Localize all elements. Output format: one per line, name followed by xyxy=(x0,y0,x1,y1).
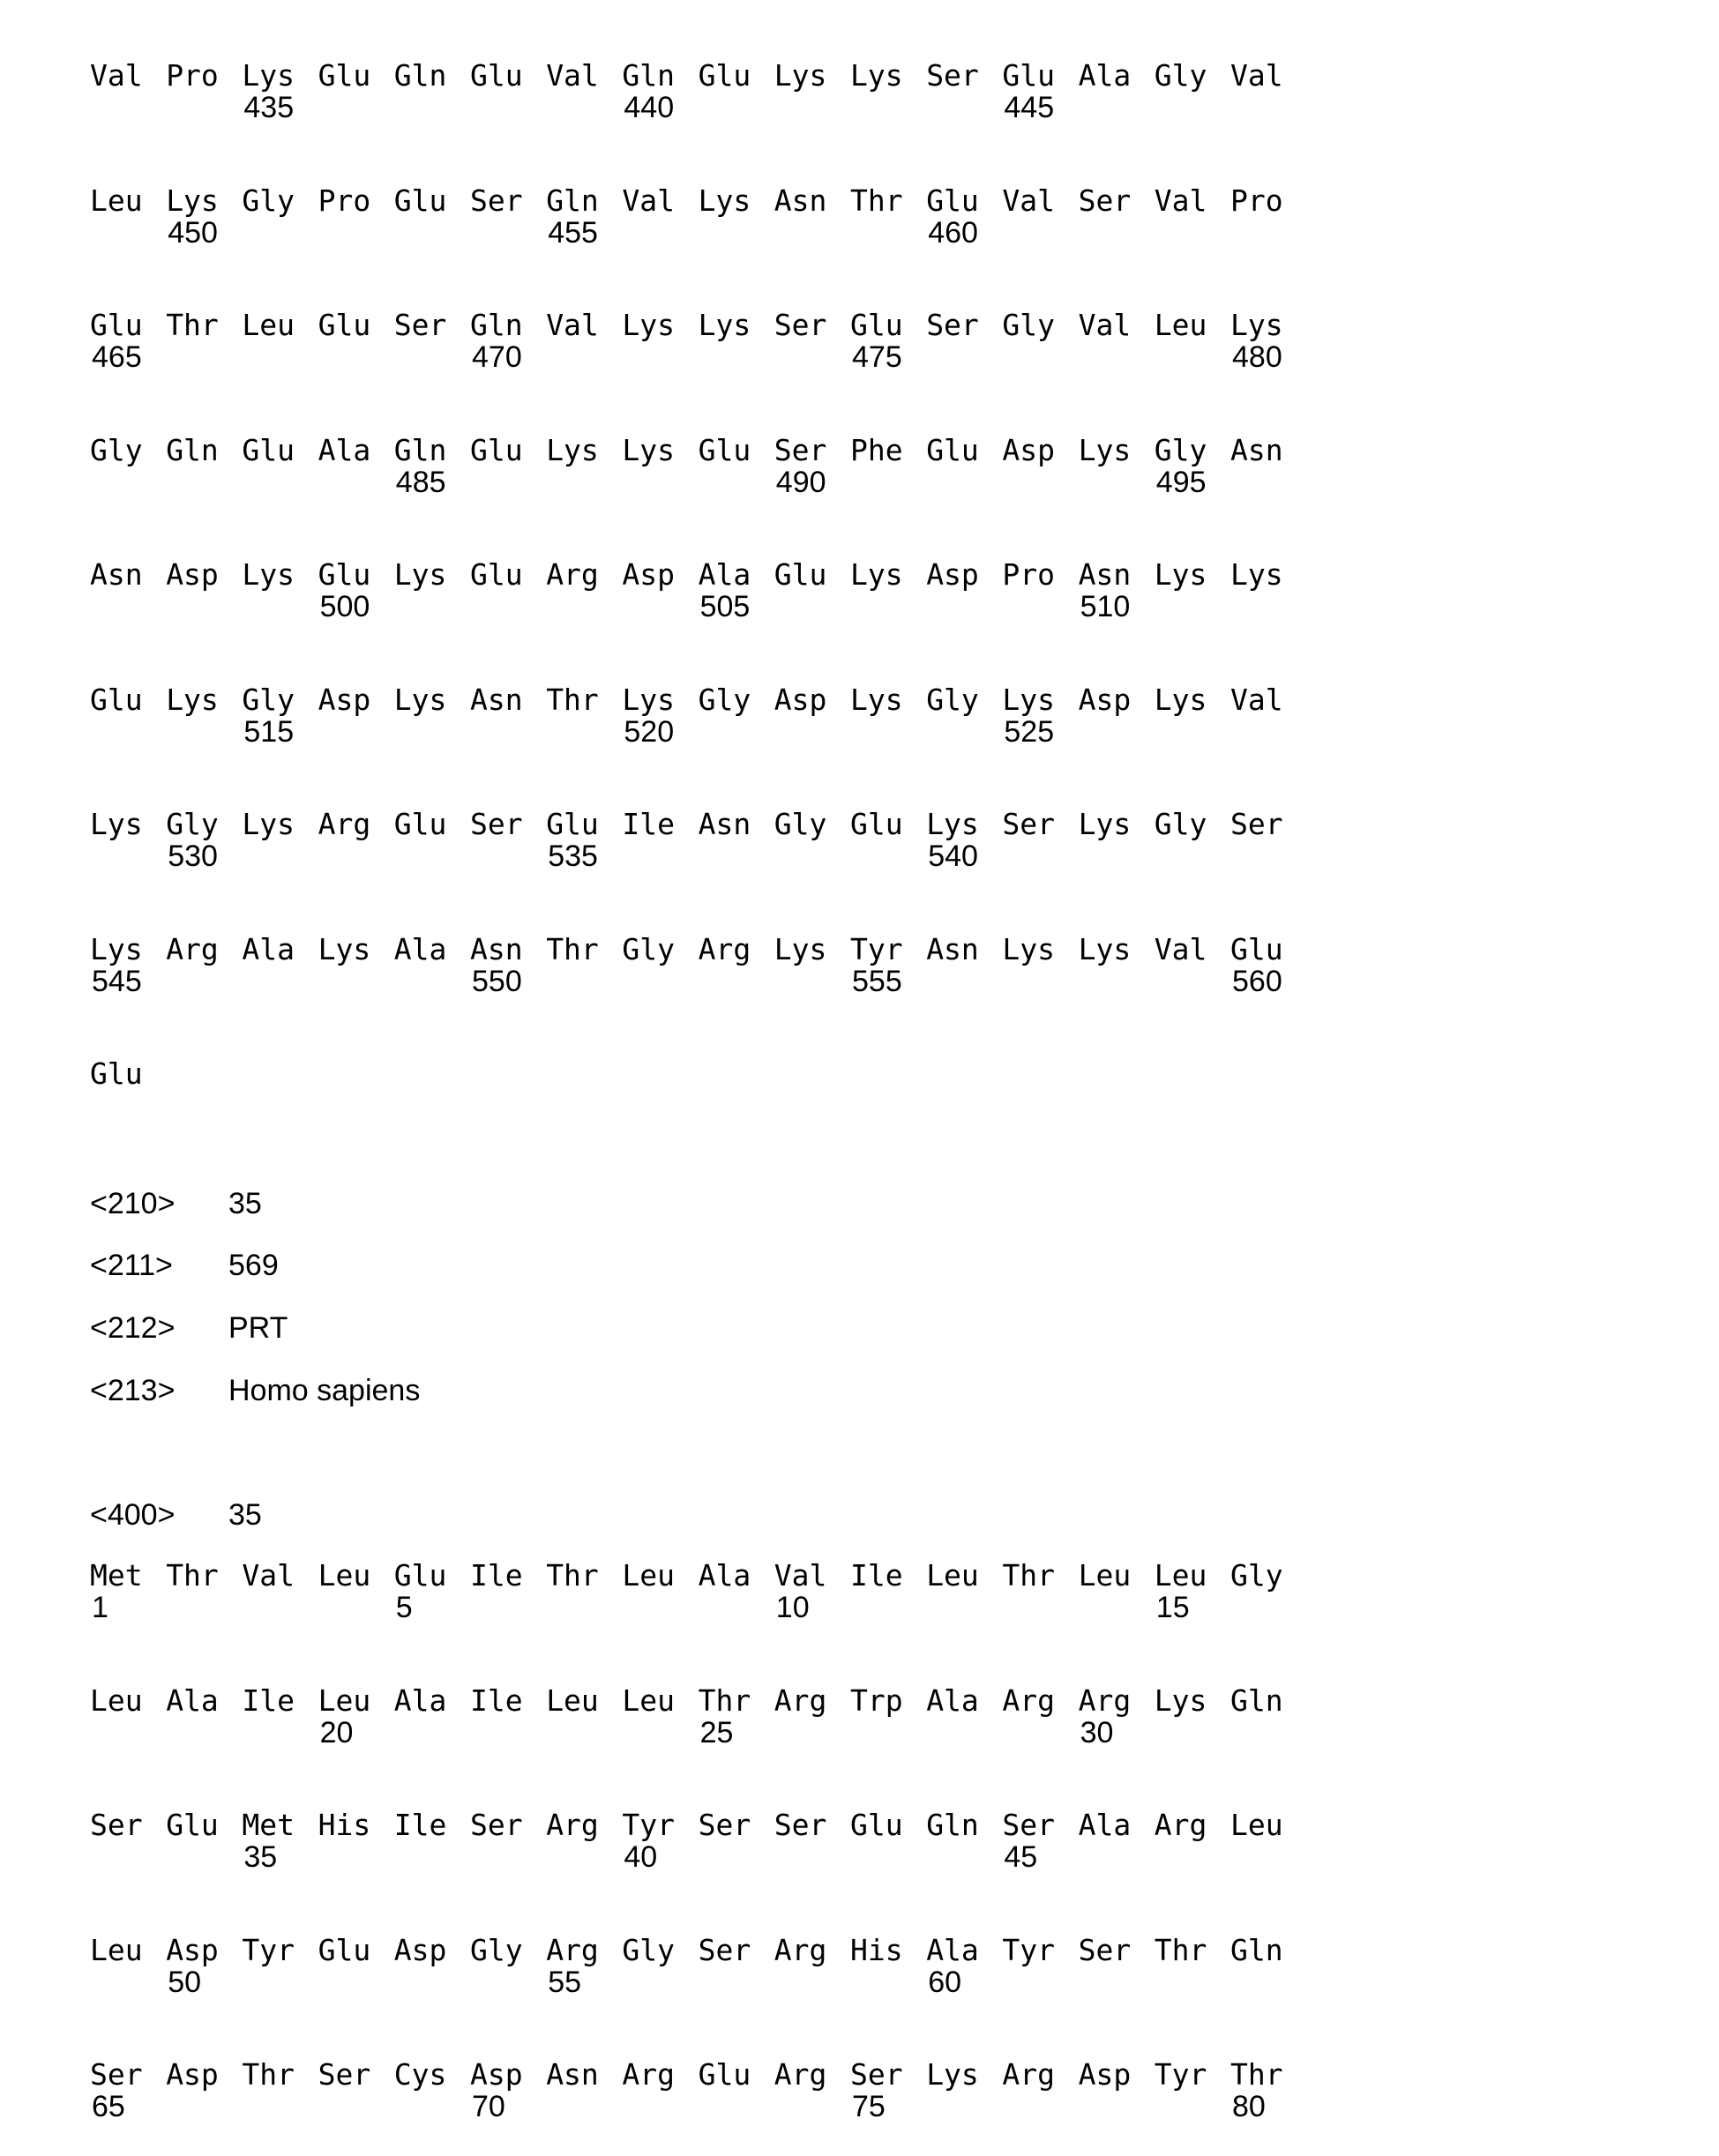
residue: His xyxy=(318,1809,371,1841)
residue: Ser xyxy=(774,310,827,341)
residue: Met xyxy=(90,1560,143,1592)
residue: Ala xyxy=(699,1560,751,1592)
residue: Lys xyxy=(166,684,219,716)
residue: Tyr xyxy=(242,1935,295,1966)
residue: Ser xyxy=(1230,809,1283,840)
residue: Glu xyxy=(470,435,523,466)
residue: Thr xyxy=(1002,1560,1055,1592)
residue: Gly xyxy=(470,1935,523,1966)
residue: Glu xyxy=(774,559,827,591)
residue-number: 510 xyxy=(1080,591,1131,623)
residue: Glu xyxy=(850,1809,903,1841)
residue: Gln xyxy=(546,185,599,217)
residue: Asp xyxy=(622,559,675,591)
residue: Lys xyxy=(1155,559,1207,591)
residue: Glu xyxy=(1002,60,1055,92)
residue: Ile xyxy=(394,1809,447,1841)
residue: Lys xyxy=(1079,934,1132,966)
residue: Lys xyxy=(699,185,751,217)
residue: Pro xyxy=(166,60,219,92)
residue: Tyr xyxy=(850,934,903,966)
header-tag: <213> xyxy=(90,1375,175,1406)
residue: Gln xyxy=(1230,1685,1283,1717)
residue: Glu xyxy=(699,2059,751,2091)
residue: Arg xyxy=(699,934,751,966)
residue-number: 65 xyxy=(92,2091,125,2122)
residue: Arg xyxy=(774,1685,827,1717)
residue: Lys xyxy=(394,684,447,716)
residue: Glu xyxy=(470,60,523,92)
residue: Val xyxy=(1230,60,1283,92)
header-value: 35 xyxy=(228,1188,262,1220)
residue: Val xyxy=(1002,185,1055,217)
residue: Arg xyxy=(774,2059,827,2091)
residue: Asn xyxy=(774,185,827,217)
residue-number: 460 xyxy=(928,217,978,249)
residue: Asp xyxy=(774,684,827,716)
residue: Ala xyxy=(318,435,371,466)
residue-number: 40 xyxy=(624,1841,657,1873)
residue: Thr xyxy=(1155,1935,1207,1966)
residue-number: 75 xyxy=(852,2091,886,2122)
residue: Lys xyxy=(166,185,219,217)
residue: Glu xyxy=(850,310,903,341)
residue: Glu xyxy=(470,559,523,591)
residue-number: 475 xyxy=(852,341,902,373)
residue: Leu xyxy=(90,1685,143,1717)
residue: Lys xyxy=(1002,684,1055,716)
residue: Lys xyxy=(1155,1685,1207,1717)
residue: Ser xyxy=(394,310,447,341)
residue: Ser xyxy=(1002,809,1055,840)
residue: Asn xyxy=(546,2059,599,2091)
residue: Ala xyxy=(1079,1809,1132,1841)
residue: Gly xyxy=(1230,1560,1283,1592)
residue-number: 555 xyxy=(852,966,902,997)
residue: Ser xyxy=(90,2059,143,2091)
residue: Leu xyxy=(926,1560,979,1592)
residue-number: 525 xyxy=(1004,716,1054,748)
residue: Gly xyxy=(1155,435,1207,466)
residue: Val xyxy=(774,1560,827,1592)
residue-number: 470 xyxy=(472,341,522,373)
residue: Glu xyxy=(394,809,447,840)
residue: Lys xyxy=(774,60,827,92)
residue: Glu xyxy=(166,1809,219,1841)
residue: Arg xyxy=(166,934,219,966)
residue: Lys xyxy=(1155,684,1207,716)
residue-number: 480 xyxy=(1232,341,1282,373)
residue: Lys xyxy=(90,934,143,966)
residue: Asn xyxy=(1230,435,1283,466)
residue: Ser xyxy=(699,1809,751,1841)
residue: Arg xyxy=(1002,2059,1055,2091)
residue: Asp xyxy=(1002,435,1055,466)
residue: Gly xyxy=(166,809,219,840)
residue: Glu xyxy=(90,1058,143,1090)
residue-number: 450 xyxy=(168,217,218,249)
residue: Val xyxy=(622,185,675,217)
residue: Pro xyxy=(1002,559,1055,591)
residue: Gly xyxy=(1002,310,1055,341)
residue-number: 520 xyxy=(624,716,674,748)
residue: Trp xyxy=(850,1685,903,1717)
residue: Gly xyxy=(622,1935,675,1966)
residue: Leu xyxy=(622,1685,675,1717)
residue: Ala xyxy=(394,934,447,966)
residue-number: 550 xyxy=(472,966,522,997)
residue: Lys xyxy=(622,435,675,466)
residue: Val xyxy=(546,310,599,341)
header-tag: <212> xyxy=(90,1312,175,1344)
header-value: Homo sapiens xyxy=(228,1375,420,1406)
residue: Glu xyxy=(394,185,447,217)
residue: Glu xyxy=(318,1935,371,1966)
residue: Thr xyxy=(546,934,599,966)
residue-number: 540 xyxy=(928,840,978,872)
residue: Gly xyxy=(242,185,295,217)
residue: Ser xyxy=(470,1809,523,1841)
residue: Leu xyxy=(90,1935,143,1966)
residue-number: 35 xyxy=(243,1841,277,1873)
header-value: 569 xyxy=(228,1250,279,1281)
residue: Met xyxy=(242,1809,295,1841)
residue: Asp xyxy=(318,684,371,716)
residue: Gly xyxy=(622,934,675,966)
residue: Lys xyxy=(242,809,295,840)
residue: Asn xyxy=(470,934,523,966)
residue: Asn xyxy=(926,934,979,966)
residue: Gln xyxy=(394,435,447,466)
residue: Lys xyxy=(1230,559,1283,591)
sequence-id: 35 xyxy=(228,1499,262,1531)
residue: Val xyxy=(1079,310,1132,341)
residue: Thr xyxy=(546,684,599,716)
residue-number: 485 xyxy=(396,466,446,498)
residue: Val xyxy=(546,60,599,92)
residue: Asp xyxy=(166,2059,219,2091)
residue: Lys xyxy=(394,559,447,591)
residue: Thr xyxy=(166,1560,219,1592)
residue-number: 5 xyxy=(396,1592,413,1623)
residue: Ile xyxy=(850,1560,903,1592)
residue: Glu xyxy=(546,809,599,840)
residue: Ser xyxy=(1079,1935,1132,1966)
residue: Arg xyxy=(318,809,371,840)
residue-number: 465 xyxy=(92,341,142,373)
residue: Asp xyxy=(1079,2059,1132,2091)
residue: Arg xyxy=(546,1809,599,1841)
residue: Lys xyxy=(926,2059,979,2091)
residue: Ser xyxy=(850,2059,903,2091)
residue: Arg xyxy=(1079,1685,1132,1717)
residue-number: 560 xyxy=(1232,966,1282,997)
residue: Asn xyxy=(1079,559,1132,591)
residue: Tyr xyxy=(1002,1935,1055,1966)
residue: His xyxy=(850,1935,903,1966)
residue-number: 15 xyxy=(1156,1592,1190,1623)
residue: Ile xyxy=(242,1685,295,1717)
residue-number: 505 xyxy=(700,591,751,623)
residue-number: 70 xyxy=(472,2091,505,2122)
residue: Leu xyxy=(1155,310,1207,341)
residue: Glu xyxy=(850,809,903,840)
residue: Glu xyxy=(1230,934,1283,966)
residue: Glu xyxy=(242,435,295,466)
residue-number: 10 xyxy=(776,1592,810,1623)
residue: Ala xyxy=(166,1685,219,1717)
residue: Glu xyxy=(699,60,751,92)
residue-number: 435 xyxy=(243,92,294,123)
residue: Asn xyxy=(470,684,523,716)
residue: Lys xyxy=(926,809,979,840)
residue: Gln xyxy=(394,60,447,92)
residue: Asp xyxy=(166,559,219,591)
residue: Ser xyxy=(926,310,979,341)
residue: Thr xyxy=(546,1560,599,1592)
residue: Gln xyxy=(622,60,675,92)
residue: Asp xyxy=(1079,684,1132,716)
residue: Ser xyxy=(470,809,523,840)
residue: Gln xyxy=(926,1809,979,1841)
residue: Lys xyxy=(318,934,371,966)
residue: Lys xyxy=(622,310,675,341)
residue: Leu xyxy=(546,1685,599,1717)
residue: Gln xyxy=(470,310,523,341)
residue-number: 515 xyxy=(243,716,294,748)
residue: Ser xyxy=(699,1935,751,1966)
residue: Ser xyxy=(774,435,827,466)
header-tag: <211> xyxy=(90,1250,173,1281)
residue-number: 490 xyxy=(776,466,826,498)
residue-number: 45 xyxy=(1004,1841,1037,1873)
residue: Leu xyxy=(318,1685,371,1717)
residue: Arg xyxy=(1155,1809,1207,1841)
residue: Val xyxy=(1230,684,1283,716)
residue: Lys xyxy=(1230,310,1283,341)
residue: Gln xyxy=(166,435,219,466)
residue: Lys xyxy=(622,684,675,716)
header-value: PRT xyxy=(228,1312,288,1344)
residue: Lys xyxy=(850,684,903,716)
residue: Gly xyxy=(1155,809,1207,840)
residue: Val xyxy=(90,60,143,92)
header-tag: <210> xyxy=(90,1188,175,1220)
residue: Ser xyxy=(318,2059,371,2091)
residue: Leu xyxy=(1230,1809,1283,1841)
residue: Glu xyxy=(318,60,371,92)
residue-number: 530 xyxy=(168,840,218,872)
residue-number: 30 xyxy=(1080,1717,1114,1749)
residue: Gly xyxy=(926,684,979,716)
residue-number: 545 xyxy=(92,966,142,997)
residue: Lys xyxy=(90,809,143,840)
residue: Gly xyxy=(699,684,751,716)
residue: Ile xyxy=(622,809,675,840)
residue: Tyr xyxy=(1155,2059,1207,2091)
residue: Lys xyxy=(850,559,903,591)
residue: Lys xyxy=(242,60,295,92)
residue: Leu xyxy=(1155,1560,1207,1592)
residue: Arg xyxy=(1002,1685,1055,1717)
residue: Ser xyxy=(470,185,523,217)
residue: Asp xyxy=(166,1935,219,1966)
residue: Ile xyxy=(470,1685,523,1717)
residue: Ala xyxy=(394,1685,447,1717)
residue: Asn xyxy=(699,809,751,840)
residue: Glu xyxy=(318,310,371,341)
residue: Asn xyxy=(90,559,143,591)
residue: Ser xyxy=(1079,185,1132,217)
residue: Leu xyxy=(1079,1560,1132,1592)
residue: Lys xyxy=(850,60,903,92)
residue: Thr xyxy=(850,185,903,217)
residue: Leu xyxy=(242,310,295,341)
residue: Val xyxy=(1155,934,1207,966)
residue: Gln xyxy=(1230,1935,1283,1966)
residue: Lys xyxy=(1002,934,1055,966)
residue: Thr xyxy=(1230,2059,1283,2091)
residue: Val xyxy=(242,1560,295,1592)
residue: Asp xyxy=(470,2059,523,2091)
residue: Ser xyxy=(774,1809,827,1841)
residue-number: 500 xyxy=(320,591,370,623)
residue: Ser xyxy=(90,1809,143,1841)
residue-number: 535 xyxy=(548,840,598,872)
residue: Gly xyxy=(90,435,143,466)
residue: Phe xyxy=(850,435,903,466)
residue-number: 495 xyxy=(1156,466,1207,498)
residue: Tyr xyxy=(622,1809,675,1841)
residue: Lys xyxy=(242,559,295,591)
residue: Glu xyxy=(926,185,979,217)
residue: Gly xyxy=(1155,60,1207,92)
residue: Asp xyxy=(394,1935,447,1966)
residue-number: 25 xyxy=(700,1717,734,1749)
residue: Ala xyxy=(242,934,295,966)
residue: Thr xyxy=(699,1685,751,1717)
residue-number: 80 xyxy=(1232,2091,1266,2122)
residue: Leu xyxy=(318,1560,371,1592)
residue: Glu xyxy=(699,435,751,466)
residue-number: 55 xyxy=(548,1966,581,1998)
residue-number: 440 xyxy=(624,92,674,123)
residue: Asp xyxy=(926,559,979,591)
residue-number: 445 xyxy=(1004,92,1054,123)
residue: Thr xyxy=(242,2059,295,2091)
residue: Ala xyxy=(699,559,751,591)
residue-number: 1 xyxy=(92,1592,108,1623)
residue: Lys xyxy=(1079,809,1132,840)
residue-number: 455 xyxy=(548,217,598,249)
residue: Glu xyxy=(90,684,143,716)
residue: Glu xyxy=(318,559,371,591)
sequence-tag: <400> xyxy=(90,1499,175,1531)
residue: Arg xyxy=(546,1935,599,1966)
residue: Lys xyxy=(774,934,827,966)
residue: Pro xyxy=(1230,185,1283,217)
residue: Glu xyxy=(90,310,143,341)
residue: Val xyxy=(1155,185,1207,217)
residue: Lys xyxy=(699,310,751,341)
residue: Arg xyxy=(546,559,599,591)
residue: Ser xyxy=(926,60,979,92)
residue: Lys xyxy=(1079,435,1132,466)
residue-number: 20 xyxy=(320,1717,354,1749)
residue: Arg xyxy=(774,1935,827,1966)
residue: Ala xyxy=(926,1935,979,1966)
residue: Ser xyxy=(1002,1809,1055,1841)
residue: Gly xyxy=(242,684,295,716)
residue-number: 60 xyxy=(928,1966,961,1998)
residue: Cys xyxy=(394,2059,447,2091)
residue: Glu xyxy=(394,1560,447,1592)
residue: Ala xyxy=(1079,60,1132,92)
residue: Leu xyxy=(90,185,143,217)
residue: Ile xyxy=(470,1560,523,1592)
residue: Pro xyxy=(318,185,371,217)
residue: Arg xyxy=(622,2059,675,2091)
residue: Ala xyxy=(926,1685,979,1717)
residue: Thr xyxy=(166,310,219,341)
residue: Glu xyxy=(926,435,979,466)
residue: Gly xyxy=(774,809,827,840)
residue: Leu xyxy=(622,1560,675,1592)
residue: Lys xyxy=(546,435,599,466)
residue-number: 50 xyxy=(168,1966,201,1998)
